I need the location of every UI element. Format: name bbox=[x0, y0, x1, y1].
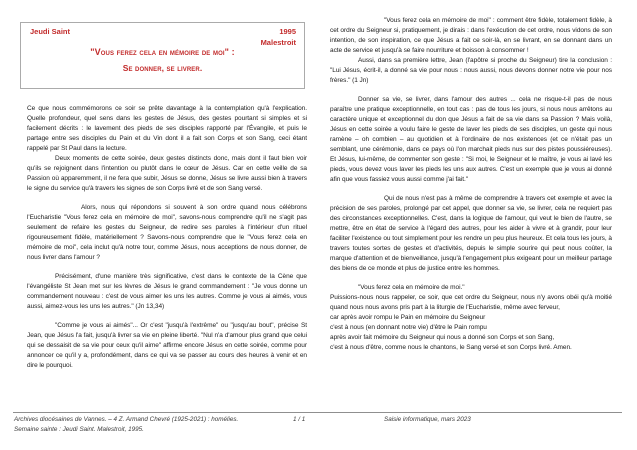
paragraph: Qui de nous n'est pas à même de comprendre à travers cet exemple et avec la précision de ses paroles, prolongé par cet appel, que donner sa vie, se livrer, cela ne requiert pas des circonstances exceptionnelles. C'est, dans la logique de l'amour, qui veut le bien de l'autre, se mettre, être en état de service à l'égard des autres, pour les aider à vivre et à grandir, pour leur faciliter l'existence ou tout simplement pour les rendre un peu plus heureux. Et cela tous les jours, à travers toutes sortes de gestes et d'activités, depuis le simple sourire qui peut nous coûter, la marque d'attention et de bienveillance, jusqu'à l'engagement plus exigeant pour un meilleur partage des biens de ce monde et plus de justice entre les hommes. bbox=[330, 195, 612, 272]
right-text-column bbox=[330, 16, 612, 353]
footer-divider bbox=[13, 412, 622, 413]
archive-subreference: Semaine sainte : Jeudi Saint. Malestroit, 1995. bbox=[14, 426, 144, 433]
paragraph: après avoir fait mémoire du Seigneur qui nous a donné son Corps et son Sang, bbox=[330, 334, 555, 341]
homily-subtitle: Se donner, se livrer. bbox=[122, 63, 203, 73]
digitization-note: Saisie informatique, mars 2023 bbox=[384, 416, 471, 423]
left-text-column bbox=[27, 104, 307, 371]
paragraph: Alors, nous qui répondons si souvent à son ordre quand nous célébrons l'Eucharistie "Vous ferez cela en mémoire de moi", savons-nous comprendre qu'il ne s'agit pas seulement de refaire les gestes du Seigneur, de redire ses paroles à l'intérieur d'un rituel rigoureusement fidèle, matériellement ? Savons-nous comprendre que le "Vous ferez cela en mémoire de moi", cela inclut qu'à notre tour, comme Jésus, nous acceptions de nous donner, de nous livrer dans l'amour ? bbox=[27, 204, 307, 261]
paragraph: Deux moments de cette soirée, deux gestes distincts donc, mais dont il faut bien voir qu'ils se rejoignent dans l'intention ou plutôt dans le cœur de Jésus. Car en cette veille de sa Passion où apparemment, il ne fera que subir, Jésus se donne, Jésus se livre aussi bien à travers le signe du service qu'à travers les signes de son Corps livré et de son Sang versé. bbox=[27, 155, 307, 192]
homily-title: "Vous ferez cela en mémoire de moi" : bbox=[90, 47, 235, 57]
paragraph: Aussi, dans sa première lettre, Jean (l'apôtre si proche du Seigneur) tire la conclusion : "Lui Jésus, écrit-il, a donné sa vie pour nous : nous aussi, nous devons donner notre vie pour nos frères." (1 Jn) bbox=[330, 57, 612, 84]
paragraph: "Vous ferez cela en mémoire de moi" : comment être fidèle, totalement fidèle, à cet ordre du Seigneur si, pratiquement, je dirais : dans l'exécution de cet ordre, nous vidons de son intention, de son inspiration, ce que Jésus a fait ce soir-là, en se livrant, en se donnant dans un acte de service et jusqu'à se faire nourriture et boisson à consommer ! bbox=[330, 17, 612, 54]
paragraph: car après avoir rompu le Pain en mémoire du Seigneur bbox=[330, 314, 486, 321]
paragraph: c'est à nous d'être, comme nous le chantons, le Sang versé et son Corps livré. Amen. bbox=[330, 344, 572, 351]
paragraph: Précisément, d'une manière très significative, c'est dans le contexte de la Cène que l'évangéliste St Jean met sur les lèvres de Jésus le grand commandement : "Je vous donne un commandement nouveau : c'est de vous aimer les uns les autres. Comme je vous ai aimés, vous aussi, aimez-vous les uns les autres." (Jn 13,34) bbox=[27, 273, 307, 310]
paragraph: "Vous ferez cela en mémoire de moi." bbox=[358, 284, 465, 291]
liturgical-day-label: Jeudi Saint bbox=[30, 27, 71, 36]
paragraph: Ce que nous commémorons ce soir se prête davantage à la contemplation qu'à l'explication. Quelle profondeur, quel sens dans les gestes de Jésus, des gestes pourtant si simples et si facilement décrits : le lavement des pieds de ses disciples rapporté par l'Évangile, et puis le partage entre ses disciples du Pain et du Vin dont il a fait son Corps et son Sang, ceci étant rappelé par St Paul dans la lecture. bbox=[27, 105, 307, 152]
year-place-block bbox=[261, 27, 296, 48]
page-number: 1 / 1 bbox=[293, 416, 306, 423]
archive-reference: Archives diocésaines de Vannes. – 4 Z. Armand Chevré (1925-2021) : homélies. bbox=[14, 416, 239, 423]
header-box bbox=[20, 22, 305, 89]
paragraph: c'est à nous (en donnant notre vie) d'être le Pain rompu bbox=[330, 324, 487, 331]
paragraph: "Comme je vous ai aimés"... Or c'est "jusqu'à l'extrême" ou "jusqu'au bout", précise St Jean, que Jésus l'a fait, jusqu'à livrer sa vie en pleine liberté. "Nul n'a d'amour plus grand que celui qui se dessaisit de sa vie pour ceux qu'il aime" affirme encore Jésus en cette soirée, comme pour annoncer ce qu'il y a, profondément, dans ce qui va se passer au cours des heures à venir et en dire le pourquoi. bbox=[27, 322, 307, 369]
year-label: 1995 bbox=[279, 27, 296, 36]
paragraph: Donner sa vie, se livrer, dans l'amour des autres ... cela ne risque-t-il pas de nous paraître une pratique exceptionnelle, en tout cas : pas de tous les jours, si nous nous arrêtons au caractère unique et exceptionnel du don que Jésus a fait de sa vie dans sa Passion ? Mais voilà, Jésus en cette soirée a voulu faire le geste de laver les pieds de ses disciples, un geste qui nous ramène – oh combien – au quotidien et à l'ordinaire de nos existences (et ce n'était pas un semblant, une cérémonie, dans ce pays où l'on marchait pieds nus sur des pistes poussiéreuses). Et Jésus, lui-même, de commenter son geste : "Si moi, le Seigneur et le maître, je vous ai lavé les pieds, vous devez vous laver les pieds les uns aux autres. C'est un exemple que je vous ai donné afin que vous fassiez vous aussi comme j'ai fait." bbox=[330, 96, 612, 183]
place-label: Malestroit bbox=[260, 37, 296, 47]
paragraph: Puissions-nous nous rappeler, ce soir, que cet ordre du Seigneur, nous n'y avons obéi qu'à moitié quand nous nous avons pris part à la liturgie de l'Eucharistie, même avec ferveur, bbox=[330, 294, 612, 311]
